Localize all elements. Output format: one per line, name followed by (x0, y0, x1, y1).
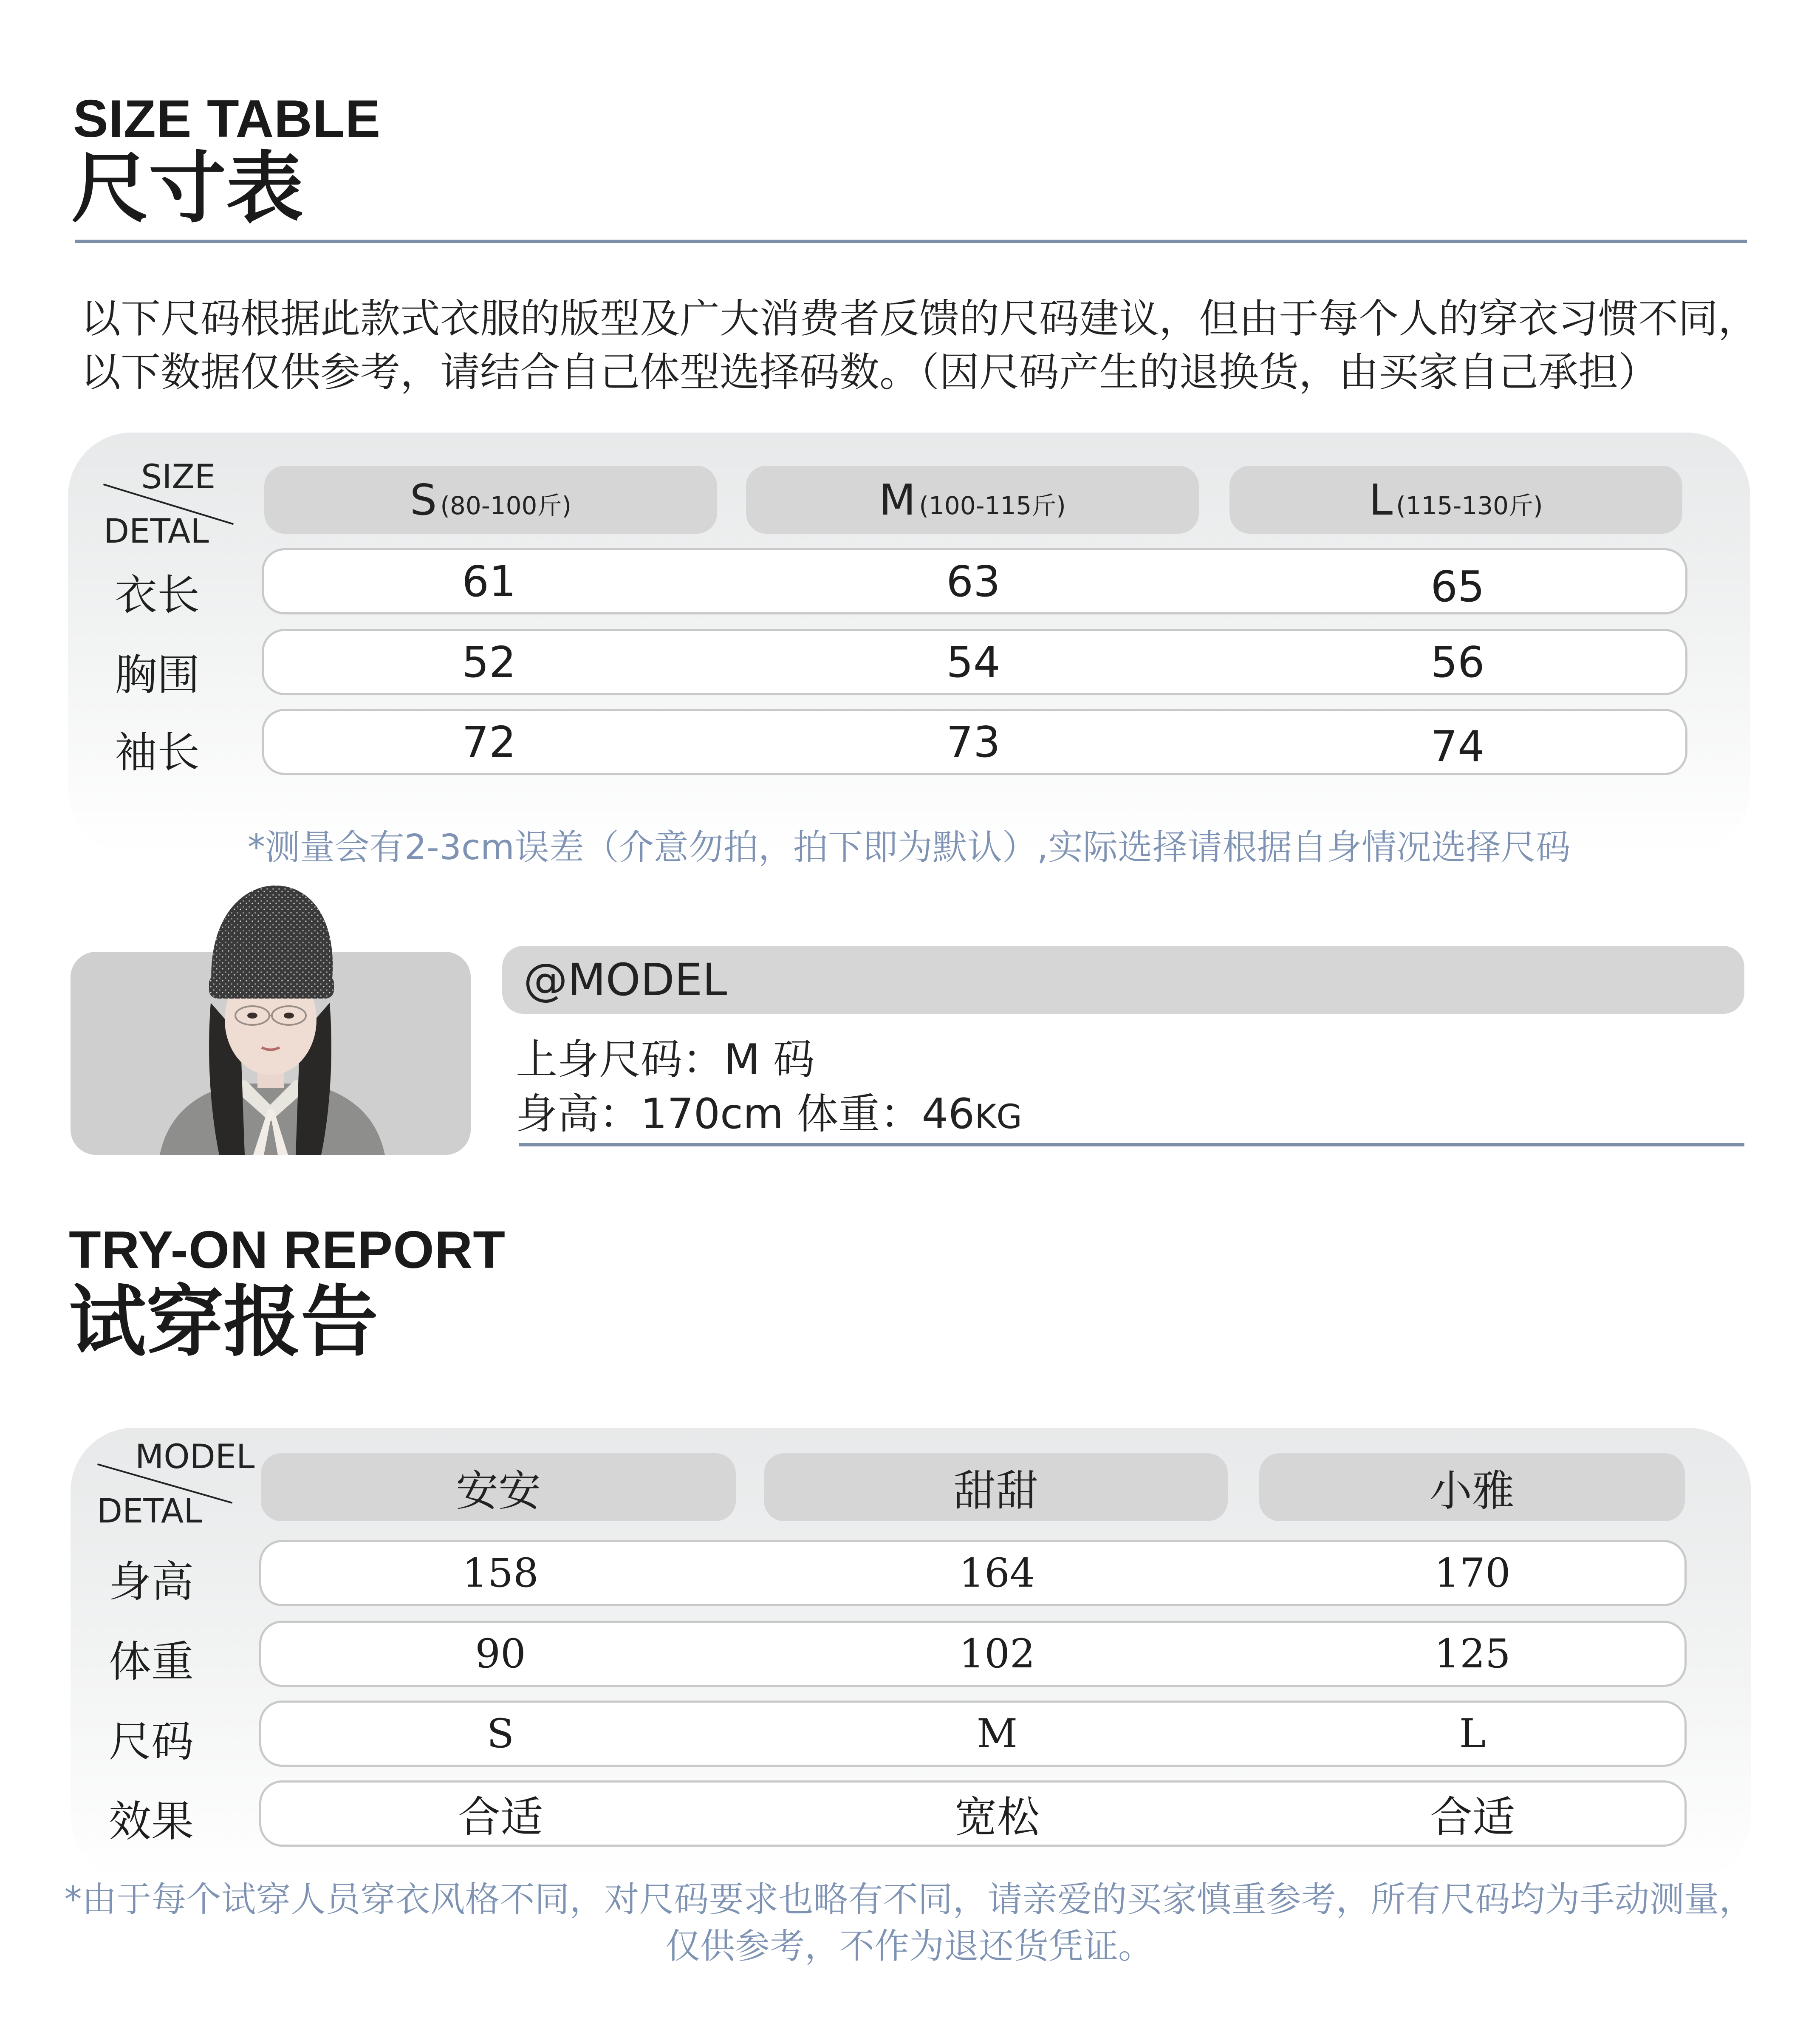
tryon-row-label-weight: 体重 (109, 1637, 194, 1686)
tryon-corner-top: MODEL (135, 1438, 255, 1476)
tryon-cell: 164 (959, 1550, 1035, 1596)
size-cell: 63 (946, 556, 1000, 606)
tryon-corner-bottom: DETAL (97, 1492, 202, 1531)
tryon-row-size (259, 1701, 1687, 1767)
tryon-cell: L (1459, 1710, 1486, 1757)
tryon-cell: 宽松 (955, 1792, 1040, 1842)
tryon-note (51, 1876, 1767, 1970)
tryon-note-line-2: 仅供参考，不作为退还货凭证。 (665, 1926, 1153, 1967)
model-divider (519, 1143, 1744, 1146)
intro-line-1: 以下尺码根据此款式衣服的版型及广大消费者反馈的尺码建议，但由于每个人的穿衣习惯不同， (81, 296, 1758, 342)
size-header-l-label: L (1369, 475, 1393, 525)
model-info (516, 1033, 1022, 1144)
model-handle-bar (502, 946, 1744, 1014)
model-weight: 46 (921, 1090, 975, 1138)
size-header-l-range: (115-130斤) (1396, 491, 1543, 520)
tryon-cell: 合适 (1430, 1792, 1515, 1842)
intro-line-2: 以下数据仅供参考，请结合自己体型选择码数。（因尺码产生的退换货，由买家自己承担） (81, 349, 1659, 396)
size-cell: 72 (462, 717, 516, 767)
size-header-s-label: S (410, 475, 437, 525)
size-table-title-en: SIZE TABLE (73, 90, 381, 148)
size-row-label-chest: 胸围 (115, 650, 200, 700)
size-note: *测量会有2-3cm误差（介意勿拍，拍下即为默认）,实际选择请根据自身情况选择尺码 (248, 827, 1571, 868)
tryon-cell: 合适 (458, 1792, 543, 1842)
size-row-sleeve (262, 709, 1687, 775)
tryon-row-weight (259, 1621, 1687, 1687)
tryon-row-height (259, 1540, 1687, 1606)
size-header-m-range: (100-115斤) (919, 491, 1066, 520)
size-corner-bottom: DETAL (104, 512, 209, 551)
tryon-row-label-fit: 效果 (109, 1797, 194, 1846)
tryon-title-cn: 试穿报告 (69, 1277, 378, 1367)
size-cell: 52 (462, 637, 516, 687)
model-height: 身高：170cm 体重： (516, 1090, 922, 1138)
tryon-row-label-height: 身高 (109, 1557, 194, 1607)
size-header-l (1229, 466, 1682, 534)
size-cell: 73 (946, 717, 1000, 767)
size-header-s-range: (80-100斤) (440, 491, 572, 520)
tryon-cell: 90 (475, 1630, 526, 1677)
tryon-cell: 102 (959, 1630, 1035, 1677)
size-header-m (746, 466, 1199, 534)
size-row-label-sleeve: 袖长 (115, 727, 200, 777)
tryon-header-3: 小雅 (1259, 1453, 1685, 1521)
tryon-note-line-1: *由于每个试穿人员穿衣风格不同，对尺码要求也略有不同，请亲爱的买家慎重参考，所有尺码均为手动测量， (64, 1879, 1754, 1920)
tryon-header-1: 安安 (261, 1453, 736, 1521)
size-row-length (262, 548, 1687, 614)
size-row-chest (262, 629, 1687, 695)
title-divider (75, 240, 1747, 243)
size-header-m-label: M (879, 475, 916, 525)
tryon-title-en: TRY-ON REPORT (69, 1221, 506, 1279)
model-stats-line (516, 1087, 1022, 1144)
size-intro-text (81, 292, 1759, 399)
tryon-cell: 125 (1434, 1630, 1511, 1677)
size-row-label-length: 衣长 (115, 570, 200, 620)
tryon-header-2: 甜甜 (764, 1453, 1228, 1521)
tryon-row-fit (259, 1780, 1687, 1847)
model-size-line: 上身尺码：M 码 (516, 1036, 815, 1084)
size-corner-top: SIZE (141, 458, 216, 496)
size-cell: 65 (1430, 561, 1485, 611)
size-cell: 54 (946, 637, 1000, 687)
tryon-cell: M (976, 1710, 1018, 1757)
tryon-cell: 158 (462, 1550, 539, 1596)
size-header-s (264, 466, 717, 534)
size-cell: 56 (1430, 637, 1485, 687)
tryon-cell: 170 (1434, 1550, 1511, 1596)
tryon-cell: S (486, 1710, 514, 1757)
model-weight-unit: KG (975, 1098, 1022, 1136)
size-cell: 74 (1430, 721, 1485, 771)
beanie-image (195, 881, 348, 1000)
size-cell: 61 (462, 556, 516, 606)
size-table-title-cn: 尺寸表 (71, 143, 303, 233)
tryon-row-label-size: 尺码 (109, 1717, 194, 1766)
model-handle: @MODEL (523, 954, 727, 1006)
